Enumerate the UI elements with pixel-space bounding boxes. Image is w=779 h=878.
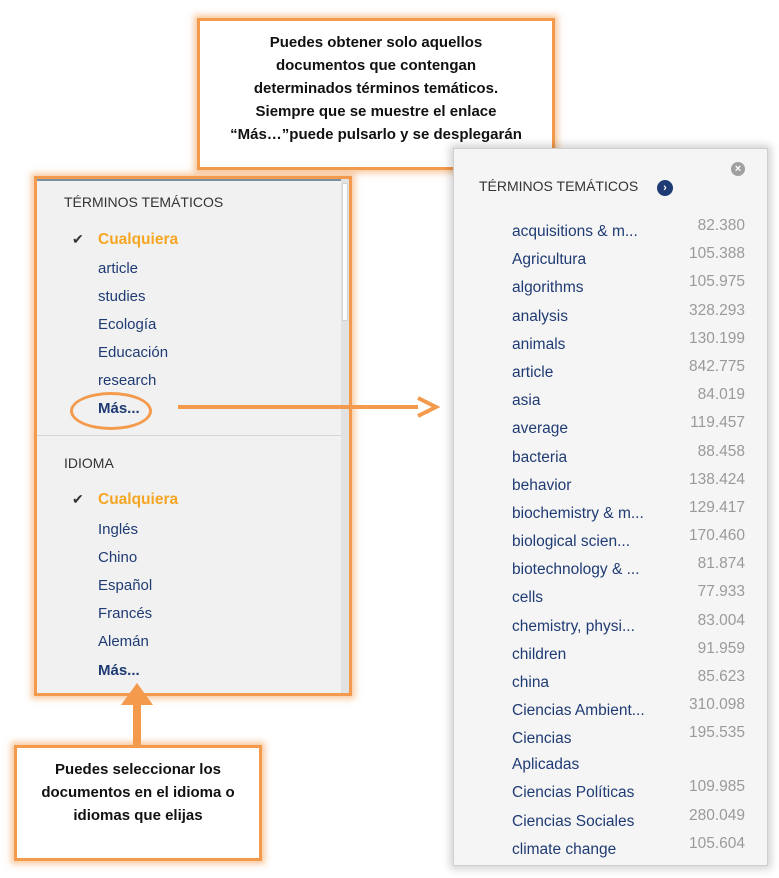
- terms-more-link[interactable]: Más...: [98, 400, 140, 417]
- term-label[interactable]: asia: [512, 392, 541, 410]
- term-list-item[interactable]: [454, 470, 767, 501]
- language-filter-item[interactable]: Chino: [98, 549, 138, 566]
- terms-filter-item[interactable]: studies: [98, 288, 146, 305]
- term-label[interactable]: chemistry, physi...: [512, 617, 635, 635]
- language-more-link[interactable]: Más...: [98, 662, 140, 679]
- term-list-item[interactable]: [454, 219, 767, 247]
- term-count: 130.199: [688, 329, 745, 347]
- term-count: 105.975: [688, 273, 745, 291]
- scrollbar-thumb[interactable]: [342, 183, 348, 321]
- term-count: 105.388: [688, 245, 745, 263]
- term-count: 91.959: [697, 639, 745, 657]
- callout-line: determinados términos temáticos.: [253, 80, 499, 97]
- close-icon[interactable]: ×: [731, 162, 745, 176]
- term-list-item[interactable]: [454, 557, 767, 585]
- callout-line: documentos en el idioma o: [41, 784, 235, 801]
- term-list-item[interactable]: [454, 388, 767, 416]
- term-list-item[interactable]: [454, 639, 767, 670]
- term-count: 77.933: [697, 583, 745, 601]
- term-count: 129.417: [688, 498, 745, 516]
- term-list-item[interactable]: [454, 834, 767, 865]
- terms-list: [454, 219, 767, 865]
- term-list-item[interactable]: [454, 357, 767, 388]
- term-label[interactable]: algorithms: [512, 279, 584, 297]
- term-list-item[interactable]: [454, 442, 767, 473]
- terms-filter-item[interactable]: article: [98, 260, 139, 277]
- expanded-panel-title: TÉRMINOS TEMÁTICOS: [479, 178, 639, 194]
- callout-line: Puedes obtener solo aquellos: [269, 34, 483, 51]
- term-list-item[interactable]: [454, 529, 767, 557]
- check-icon: ✔: [72, 491, 84, 507]
- term-count: 195.535: [688, 724, 745, 742]
- term-list-item[interactable]: [454, 416, 767, 444]
- term-label[interactable]: biotechnology & ...: [512, 561, 640, 579]
- term-count: 328.293: [688, 301, 745, 319]
- terms-expanded-panel: [453, 148, 768, 866]
- term-list-item[interactable]: [454, 698, 767, 726]
- language-filter-item[interactable]: Francés: [98, 605, 153, 622]
- language-filter-any[interactable]: Cualquiera: [98, 491, 179, 508]
- term-count: 842.775: [688, 357, 745, 375]
- scrollbar[interactable]: [341, 179, 349, 693]
- term-list-item[interactable]: [454, 247, 767, 275]
- term-count: 105.604: [688, 834, 745, 852]
- filter-panel: [34, 176, 352, 696]
- callout-line: “Más…”puede pulsarlo y se desplegarán: [230, 126, 522, 143]
- term-count: 82.380: [697, 217, 745, 234]
- filter-panel-content: [37, 179, 347, 693]
- callout-line: documentos que contengan: [275, 57, 476, 74]
- term-label[interactable]: analysis: [512, 307, 568, 325]
- term-count: 81.874: [697, 555, 745, 573]
- term-label[interactable]: animals: [512, 335, 566, 353]
- term-label[interactable]: Ciencias Sociales: [512, 812, 635, 830]
- term-list-item[interactable]: [454, 726, 767, 780]
- circle-arrow-right-icon[interactable]: ›: [657, 180, 673, 196]
- term-list-item[interactable]: [454, 611, 767, 642]
- term-count: 84.019: [697, 386, 745, 404]
- term-label[interactable]: average: [512, 420, 569, 438]
- term-count: 170.460: [688, 527, 745, 545]
- term-count: 88.458: [697, 442, 745, 460]
- term-list-item[interactable]: [454, 498, 767, 529]
- term-list-item[interactable]: [454, 301, 767, 332]
- language-filter-item[interactable]: Inglés: [98, 521, 139, 538]
- callout-line: Puedes seleccionar los: [55, 761, 221, 778]
- term-count: 138.424: [688, 470, 745, 488]
- term-count: 280.049: [688, 806, 745, 824]
- term-label[interactable]: bacteria: [512, 448, 568, 466]
- term-label[interactable]: article: [512, 363, 554, 381]
- terms-section-title: TÉRMINOS TEMÁTICOS: [64, 194, 224, 210]
- terms-filter-item[interactable]: Ecología: [98, 316, 157, 333]
- divider: [37, 435, 347, 436]
- term-label[interactable]: china: [512, 674, 550, 691]
- language-filter-item[interactable]: Alemán: [98, 633, 149, 650]
- term-label[interactable]: Ciencias Aplicadas: [512, 730, 580, 774]
- term-count: 109.985: [688, 778, 745, 796]
- term-label[interactable]: Agricultura: [512, 251, 587, 269]
- term-label[interactable]: Ciencias Políticas: [512, 784, 635, 802]
- callout-line: Siempre que se muestre el enlace: [255, 103, 497, 120]
- term-label[interactable]: biochemistry & m...: [512, 504, 644, 522]
- term-count: 85.623: [697, 668, 745, 685]
- term-count: 119.457: [690, 414, 745, 432]
- term-list-item[interactable]: [454, 670, 767, 698]
- term-label[interactable]: climate change: [512, 840, 617, 858]
- term-list-item[interactable]: [454, 275, 767, 303]
- term-count: 83.004: [697, 611, 745, 629]
- term-list-item[interactable]: [454, 585, 767, 613]
- language-section-title: IDIOMA: [64, 455, 114, 471]
- term-list-item[interactable]: [454, 806, 767, 837]
- term-label[interactable]: acquisitions & m...: [512, 223, 638, 240]
- terms-filter-item[interactable]: research: [98, 372, 157, 389]
- term-label[interactable]: cells: [512, 589, 544, 607]
- callout-language-info: [14, 745, 262, 861]
- check-icon: ✔: [72, 231, 84, 247]
- term-label[interactable]: Ciencias Ambient...: [512, 702, 645, 720]
- terms-filter-item[interactable]: Educación: [98, 344, 169, 361]
- highlight-ellipse: [70, 392, 152, 430]
- term-list-item[interactable]: [454, 780, 767, 808]
- terms-filter-any[interactable]: Cualquiera: [98, 231, 179, 248]
- language-filter-item[interactable]: Español: [98, 577, 153, 594]
- term-label[interactable]: behavior: [512, 476, 572, 494]
- callout-line: idiomas que elijas: [73, 807, 203, 824]
- term-label[interactable]: children: [512, 645, 567, 663]
- term-list-item[interactable]: [454, 329, 767, 360]
- term-count: 310.098: [688, 696, 745, 714]
- term-label[interactable]: biological scien...: [512, 533, 631, 551]
